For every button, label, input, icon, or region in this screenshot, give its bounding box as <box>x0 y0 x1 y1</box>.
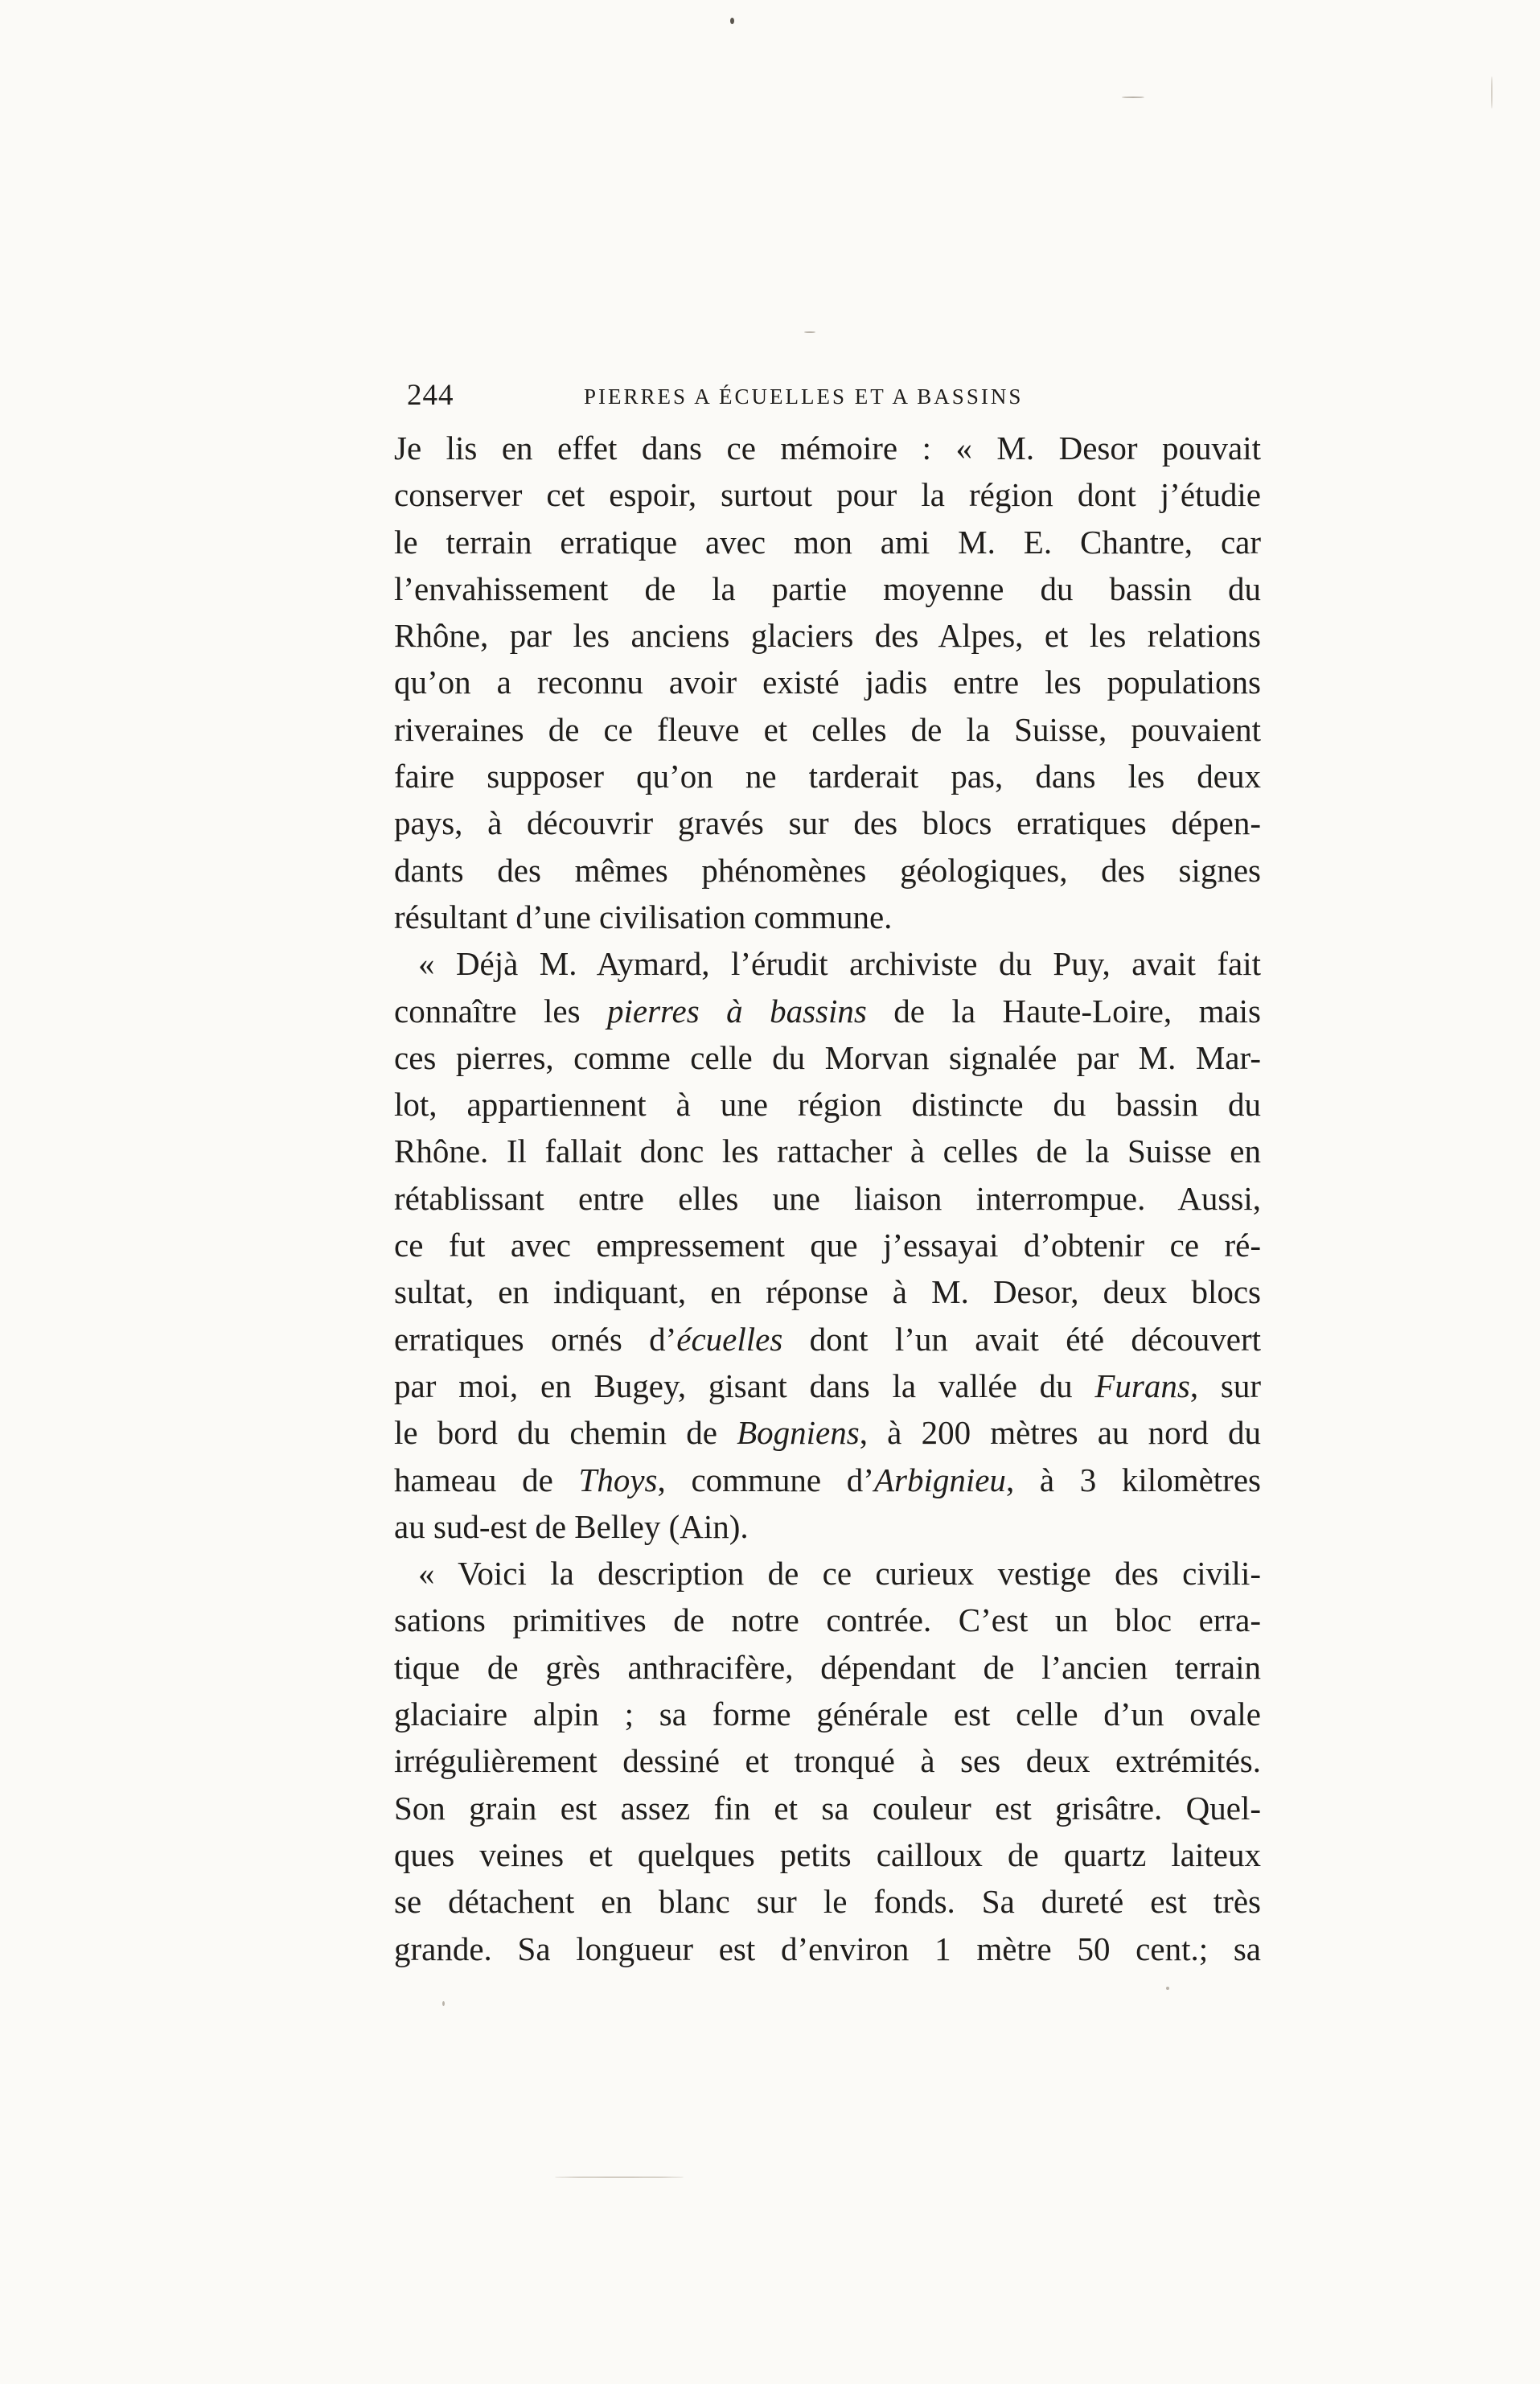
text-line: conserver cet espoir, surtout pour la région dont j’étudie <box>394 476 1261 514</box>
text-line: « Voici la description de ce curieux vestige des civili- <box>418 1555 1261 1593</box>
text-line: sultat, en indiquant, en réponse à M. Desor, deux blocs <box>394 1273 1261 1311</box>
text-line: au sud-est de Belley (Ain). <box>394 1507 749 1545</box>
italic-phrase: pierres à bassins <box>607 992 867 1030</box>
text-line: « Déjà M. Aymard, l’érudit archiviste du Puy, avait fait <box>418 945 1261 983</box>
text-line: ques veines et quelques petits cailloux de quartz laiteux <box>394 1835 1261 1873</box>
italic-phrase: Bogniens <box>737 1414 860 1452</box>
body-text <box>394 425 1261 1972</box>
italic-phrase: Furans <box>1094 1367 1190 1404</box>
text-line: connaître les pierres à bassins de la Haute-Loire, mais <box>394 992 1262 1030</box>
italic-phrase: Arbignieu <box>873 1461 1006 1498</box>
paper-speck <box>804 331 815 333</box>
text-line: ces pierres, comme celle du Morvan signalée par M. Mar- <box>394 1038 1261 1076</box>
page-header <box>407 378 1259 426</box>
text-line: hameau de Thoys, commune d’Arbignieu, à 3 kilomètres <box>394 1461 1261 1498</box>
text-line: irrégulièrement dessiné et tronqué à ses deux extrémités. <box>394 1742 1261 1780</box>
text-line: glaciaire alpin ; sa forme générale est celle d’un ovale <box>394 1696 1261 1733</box>
italic-phrase: écuelles <box>676 1320 783 1358</box>
text-line: résultant d’une civilisation commune. <box>394 898 893 935</box>
paper-speck <box>555 2176 684 2178</box>
text-line: pays, à découvrir gravés sur des blocs erratiques dépen- <box>394 804 1261 842</box>
italic-phrase: Thoys <box>578 1461 658 1498</box>
text-line: le bord du chemin de Bogniens, à 200 mètres au nord du <box>394 1414 1261 1452</box>
text-line: sations primitives de notre contrée. C’est un bloc erra- <box>394 1601 1261 1639</box>
paper-speck <box>442 2001 445 2006</box>
text-line: l’envahissement de la partie moyenne du bassin du <box>394 569 1261 607</box>
text-line: le terrain erratique avec mon ami M. E. Chantre, car <box>394 523 1261 561</box>
text-line: grande. Sa longueur est d’environ 1 mètre 50 cent.; sa <box>394 1930 1261 1967</box>
text-line: se détachent en blanc sur le fonds. Sa dureté est très <box>394 1883 1261 1921</box>
text-line: Rhône, par les anciens glaciers des Alpes, et les relations <box>394 617 1261 655</box>
paper-speck <box>1122 97 1144 98</box>
paper-speck <box>1491 76 1493 109</box>
text-line: Son grain est assez fin et sa couleur est grisâtre. Quel- <box>394 1789 1261 1827</box>
paper-speck <box>1166 1987 1169 1990</box>
page-number: 244 <box>407 379 454 412</box>
text-line: dants des mêmes phénomènes géologiques, des signes <box>394 851 1261 889</box>
text-line: riveraines de ce fleuve et celles de la Suisse, pouvaient <box>394 710 1261 748</box>
text-line: ce fut avec empressement que j’essayai d’obtenir ce ré- <box>394 1227 1261 1264</box>
text-line: tique de grès anthracifère, dépendant de l’ancien terrain <box>394 1648 1261 1686</box>
text-line: faire supposer qu’on ne tarderait pas, dans les deux <box>394 758 1261 795</box>
text-line: Je lis en effet dans ce mémoire : « M. Desor pouvait <box>394 430 1261 467</box>
paper-speck <box>730 18 734 24</box>
text-line: rétablissant entre elles une liaison interrompue. Aussi, <box>394 1179 1261 1217</box>
text-line: qu’on a reconnu avoir existé jadis entre les populations <box>394 664 1261 701</box>
text-line: lot, appartiennent à une région distincte du bassin du <box>394 1086 1261 1124</box>
running-title: PIERRES A ÉCUELLES ET A BASSINS <box>584 384 1024 409</box>
text-line: par moi, en Bugey, gisant dans la vallée du Furans, sur <box>394 1367 1261 1404</box>
text-line: Rhône. Il fallait donc les rattacher à celles de la Suisse en <box>394 1132 1261 1170</box>
text-line: erratiques ornés d’écuelles dont l’un avait été découvert <box>394 1320 1261 1358</box>
